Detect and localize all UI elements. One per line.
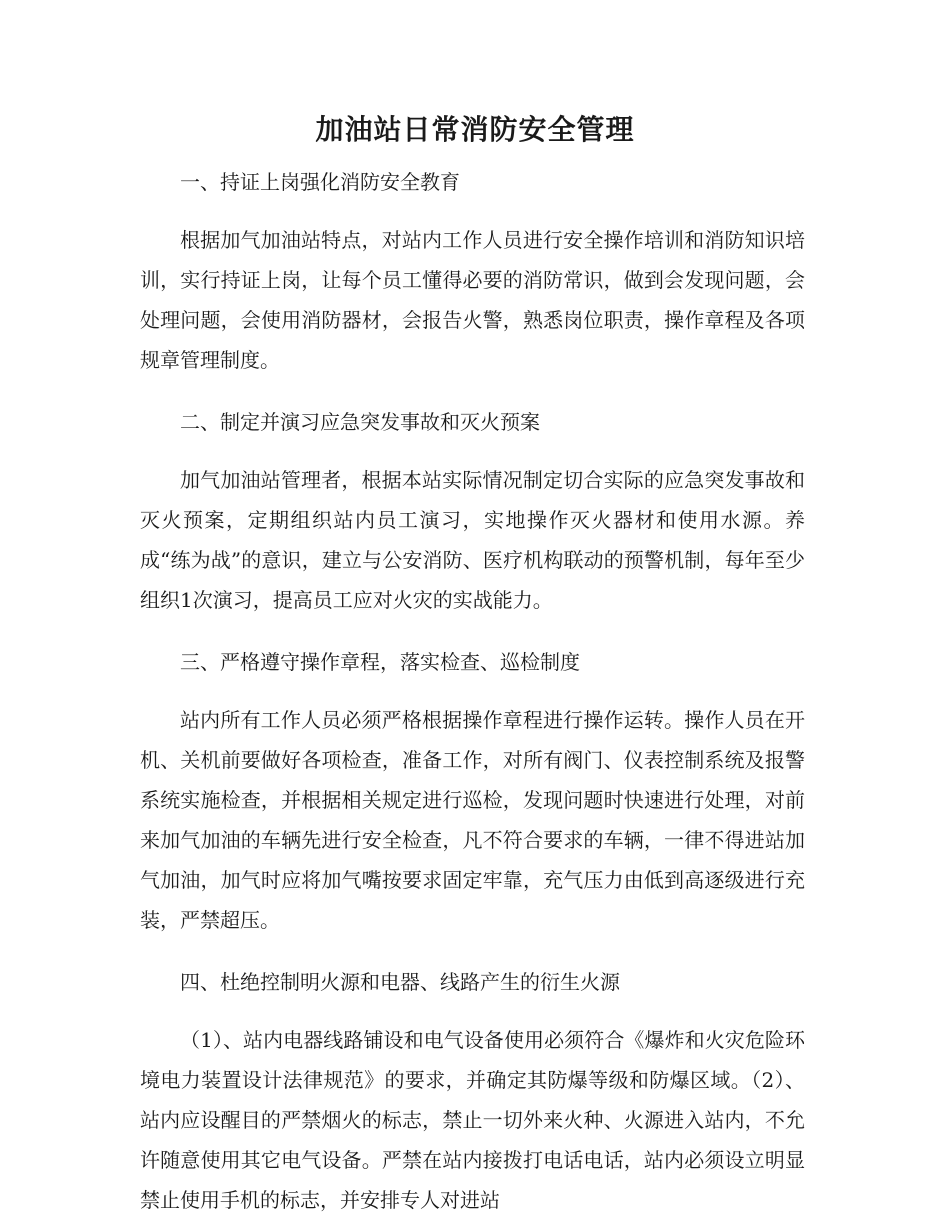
section-heading-4: 四、杜绝控制明火源和电器、线路产生的衍生火源: [180, 970, 620, 994]
page-title: 加油站日常消防安全管理: [315, 113, 635, 146]
section-paragraph-2: 加气加油站管理者，根据本站实际情况制定切合实际的应急突发事故和灭火预案，定期组织站内员工演习，实地操作灭火器材和使用水源。养成“练为战”的意识，建立与公安消防、医疗机构联动的预警机制，每年至少组织1次演习，提高员工应对火灾的实战能力。: [140, 468, 805, 612]
section-heading-3: 三、严格遵守操作章程，落实检查、巡检制度: [180, 650, 580, 674]
section-paragraph-4: （1）、站内电器线路铺设和电气设备使用必须符合《爆炸和火灾危险环境电力装置设计法律规范》的要求，并确定其防爆等级和防爆区域。（2）、站内应设醒目的严禁烟火的标志，禁止一切外来火种、火源进入站内，不允许随意使用其它电气设备。严禁在站内接拨打电话电话，站内必须设立明显禁止使用手机的标志，并安排专人对进站: [140, 1028, 805, 1212]
section-paragraph-1: 根据加气加油站特点，对站内工作人员进行安全操作培训和消防知识培训，实行持证上岗，让每个员工懂得必要的消防常识，做到会发现问题，会处理问题，会使用消防器材，会报告火警，熟悉岗位职责，操作章程及各项规章管理制度。: [140, 228, 805, 372]
section-heading-2: 二、制定并演习应急突发事故和灭火预案: [180, 410, 540, 434]
section-paragraph-3: 站内所有工作人员必须严格根据操作章程进行操作运转。操作人员在开机、关机前要做好各项检查，准备工作，对所有阀门、仪表控制系统及报警系统实施检查，并根据相关规定进行巡检，发现问题时快速进行处理，对前来加气加油的车辆先进行安全检查，凡不符合要求的车辆，一律不得进站加气加油，加气时应将加气嘴按要求固定牢靠，充气压力由低到高逐级进行充装，严禁超压。: [140, 708, 805, 932]
section-heading-1: 一、持证上岗强化消防安全教育: [180, 170, 460, 194]
document-body: [140, 162, 805, 1220]
